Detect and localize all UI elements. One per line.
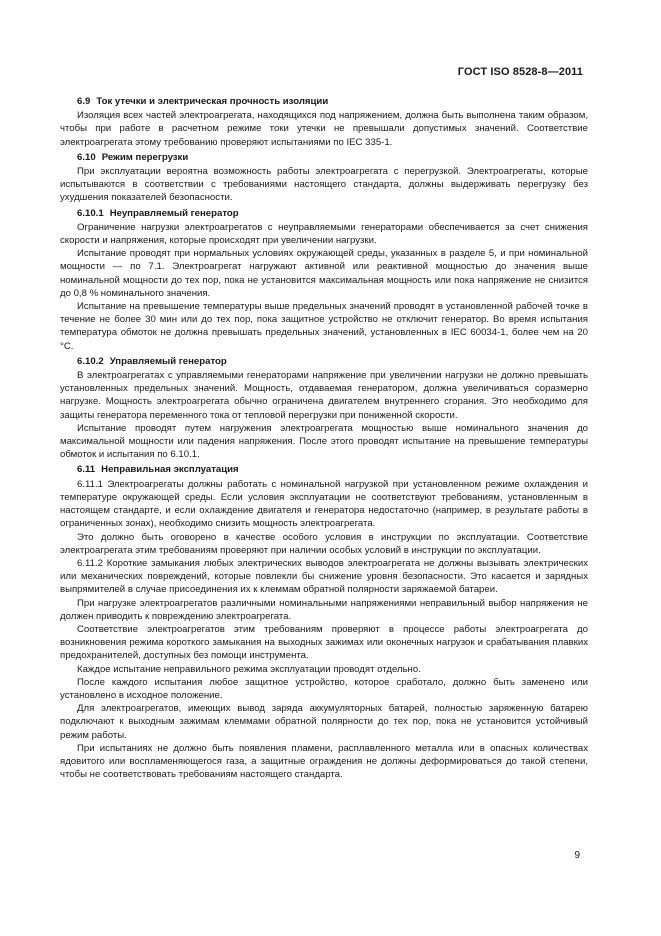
paragraph: 6.11.1 Электроагрегаты должны работать с номинальной нагрузкой при установленном режиме охлаждения и температуре окружающей среды. Если условия эксплуатации не соответствуют требованиям, установленным в настоящем стандарте, и если охлаждение двигателя и генератора недостаточно (например, в результате работы в ограниченных зонах), необходимо снизить мощность электроагрегата. [60,478,588,530]
section-number: 6.9 [77,96,91,107]
document-body [60,93,588,781]
paragraph: Испытание на превышение температуры выше предельных значений проводят в установленной рабочей точке в течение не более 30 мин или до тех пор, пока защитное устройство не отключит генератор. Во время испытания температура обмоток не должна превышать предельных значений, установленных в IEC 60034-1, более чем на 20 °C. [60,301,588,352]
section-heading [60,207,588,220]
section-number: 6.11 [77,464,96,476]
section-heading [60,355,588,368]
section-number: 6.10.1 [77,207,104,219]
paragraph: 6.11.2 Короткие замыкания любых электрических выводов электроагрегата не должны вызывать электрических или механических повреждений, которые повлекли бы снижение уровня безопасности. Это касается и зарядных выпрямителей в случае присоединения их к клеммам обратной полярности заряжаемой батареи. [60,557,588,596]
paragraph: В электроагрегатах с управляемыми генераторами напряжение при увеличении нагрузки не должно превышать установленных предельных значений. Мощность, отдаваемая генератором, должна увеличиваться соразмерно нагрузке. Мощность электроагрегата обычно ограничена двигателем внутреннего сгорания. Это необходимо для защиты генератора переменного тока от тепловой перегрузки при пониженной скорости. [60,370,588,421]
section-heading [60,95,588,108]
paragraph: Каждое испытание неправильного режима эксплуатации проводят отдельно. [77,663,421,675]
paragraph: После каждого испытания любое защитное устройство, которое сработало, должно быть заменено или установлено в исходное положение. [60,676,588,701]
paragraph: При нагрузке электроагрегатов различными номинальными напряжениями неправильный выбор напряжения не должен приводить к повреждению электроагрегата. [60,597,588,622]
paragraph: Для электроагрегатов, имеющих вывод заряда аккумуляторных батарей, полностью заряженную батарею подключают к выходным зажимам клеммами обратной полярности до тех пор, пока не установится устойчивый режим работы. [60,703,588,741]
paragraph: Испытание проводят путем нагружения электроагрегата мощностью выше номинального значения до максимальной мощности или падения напряжения. После этого проводят испытание на превышение температуры обмоток и испытания по 6.10.1. [60,422,588,461]
standard-header: ГОСТ ISO 8528-8—2011 [457,66,583,78]
section-heading [60,463,588,476]
section-title: Неправильная эксплуатация [101,464,239,476]
paragraph: Ограничение нагрузки электроагрегатов с неуправляемыми генераторами обеспечивается за счет снижения скорости и напряжения, которые происходят при увеличении нагрузки. [60,221,588,247]
section-number: 6.10.2 [77,355,104,367]
section-title: Режим перегрузки [101,151,189,163]
paragraph: Изоляция всех частей электроагрегата, находящихся под напряжением, должна быть выполнена таким образом, чтобы при работе в расчетном режиме токи утечки не превышали допустимых значений. Соответствие электроагрегата этому требованию проверяют испытаниями по IEC 335-1. [60,110,588,148]
paragraph: Соответствие электроагрегатов этим требованиям проверяют в процессе работы электроагрегата до возникновения режима короткого замыкания на выходных зажимах или оконечных нагрузок и срабатывания плавких предохранителей, доступных без помощи инструмента. [60,623,588,662]
paragraph: При испытаниях не должно быть появления пламени, расплавленного металла или в опасных количествах ядовитого или воспламеняющегося газа, а защитные ограждения не должны деформироваться до такой степени, чтобы не соответствовать требованиям настоящего стандарта. [60,742,588,781]
section-title: Ток утечки и электрическая прочность изоляции [96,96,329,107]
section-heading [60,151,588,164]
paragraph: Это должно быть оговорено в качестве особого условия в инструкции по эксплуатации. Соответствие электроагрегата этим требованиям проверяют при наличии особых условий в инструкции по эксплуатации. [60,531,588,556]
page-number: 9 [574,850,580,861]
paragraph: При эксплуатации вероятна возможность работы электроагрегата с перегрузкой. Электроагрегаты, которые испытываются в соответствии с требованиями настоящего стандарта, должны выдерживать перегрузку без ухудшения показателей безопасности. [60,166,588,204]
section-title: Управляемый генератор [109,355,227,367]
paragraph: Испытание проводят при нормальных условиях окружающей среды, указанных в разделе 5, и при номинальной мощности — по 7.1. Электроагрегат нагружают активной или реактивной мощностью до значения выше номинальной мощности до тех пор, пока не установится максимальная мощность или пока напряжение не снизится до 0,8 % номинального значения. [60,248,588,299]
section-title: Неуправляемый генератор [109,207,239,219]
section-number: 6.10 [77,151,96,163]
